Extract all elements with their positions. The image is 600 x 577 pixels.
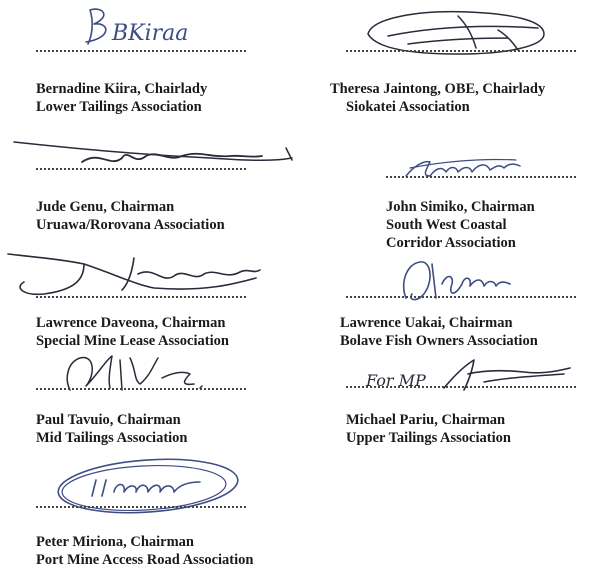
signature-lawrence-daveona [4,244,264,302]
signatory-organization: South West Coastal [386,217,507,233]
signatory-organization: Port Mine Access Road Association [36,552,254,568]
signatory-organization: Lower Tailings Association [36,99,202,115]
signature-kiira-text: BKiraa [112,21,189,46]
signature-bernadine-kiira [72,2,202,50]
signatory-organization: Bolave Fish Owners Association [340,333,538,349]
signature-peter-miriona [40,452,250,518]
signatory-name: Jude Genu, Chairman [36,199,175,215]
signatory-name: Michael Pariu, Chairman [346,412,506,428]
signatory-organization: Upper Tailings Association [346,430,511,446]
signatory-organization: Siokatei Association [346,99,470,115]
signature-line [346,296,576,298]
signature-line [346,50,576,52]
signature-john-simiko [400,148,530,184]
signatory-organization-line-2: Corridor Association [386,235,516,251]
signatory-organization: Special Mine Lease Association [36,333,229,349]
signature-line [36,388,246,390]
signatory-organization: Mid Tailings Association [36,430,188,446]
signatory-name: Lawrence Daveona, Chairman [36,315,226,331]
signatory-name: Peter Miriona, Chairman [36,534,194,550]
signatory-organization: Uruawa/Rorovana Association [36,217,225,233]
signature-line [386,176,576,178]
signature-line [36,506,246,508]
signature-line [36,50,246,52]
signature-pariu-prefix: For MP [366,371,426,390]
signature-line [36,168,246,170]
signatory-name: John Simiko, Chairman [386,199,535,215]
signatory-name: Theresa Jaintong, OBE, Chairlady [330,81,546,97]
signatory-name: Lawrence Uakai, Chairman [340,315,513,331]
signatory-name: Paul Tavuio, Chairman [36,412,181,428]
signature-michael-pariu [364,352,584,396]
signatory-name: Bernadine Kiira, Chairlady [36,81,208,97]
signature-line [346,386,576,388]
signature-line [36,296,246,298]
